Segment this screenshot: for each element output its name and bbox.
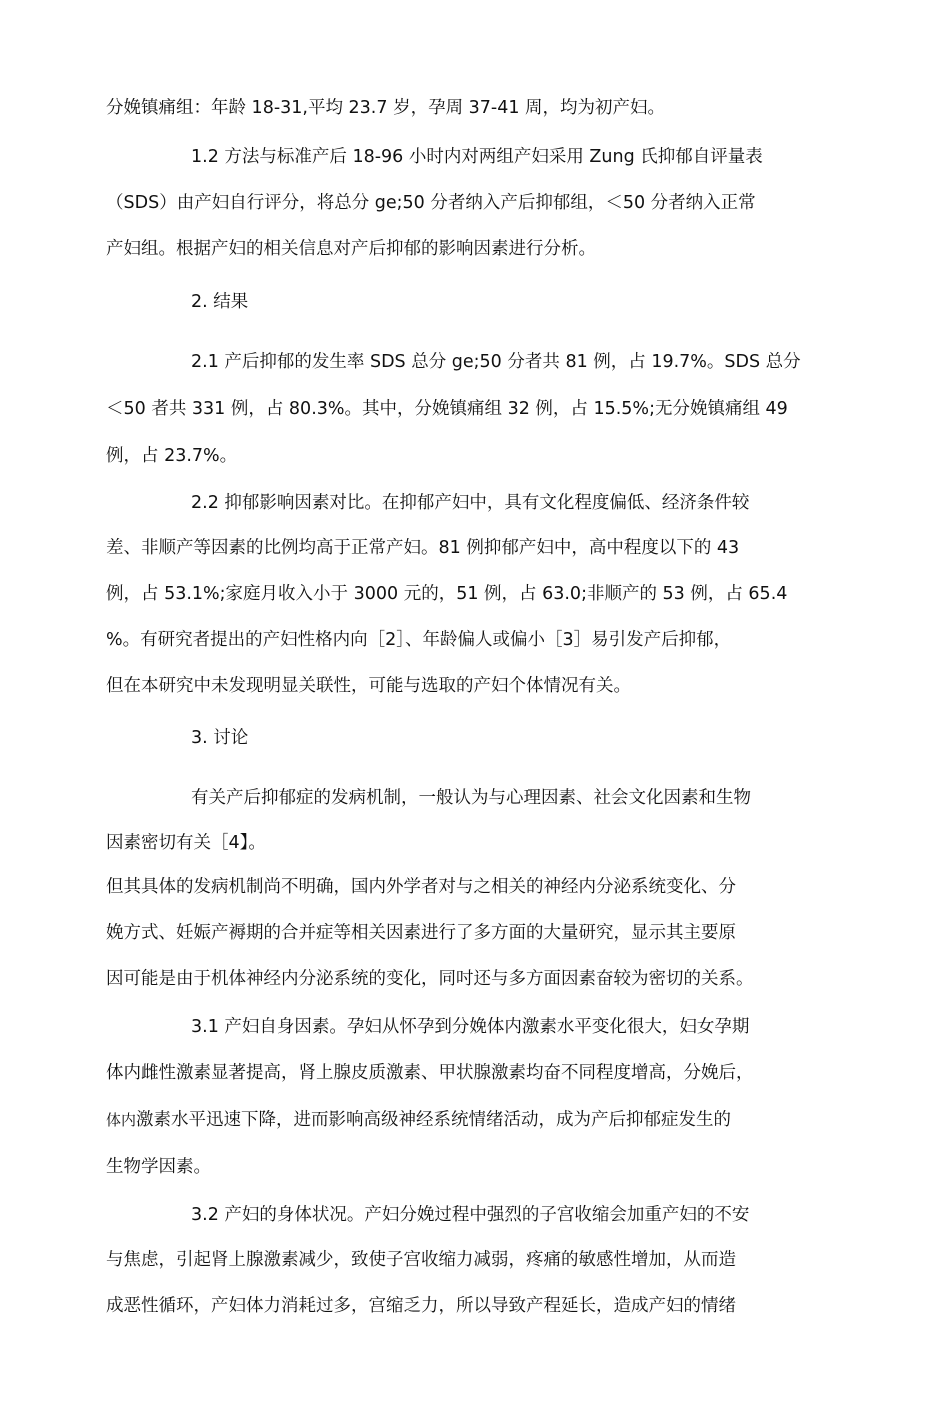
text-line: 差、非顺产等因素的比例均高于正常产妇。81 例抑郁产妇中，高中程度以下的 43	[106, 538, 740, 558]
text-line: 3.1 产妇自身因素。孕妇从怀孕到分娩体内激素水平变化很大，妇女孕期	[191, 1017, 750, 1037]
text-line: 体内雌性激素显著提高，肾上腺皮质激素、甲状腺激素均奋不同程度增高，分娩后，	[106, 1063, 754, 1083]
text-line: 例，占 23.7%。	[106, 446, 238, 466]
text-line: ＜50 者共 331 例，占 80.3%。其中，分娩镇痛组 32 例，占 15.5%;无分娩镇痛组 49	[106, 399, 788, 419]
text-line: 有关产后抑郁症的发病机制，一般认为与心理因素、社会文化因素和生物	[191, 788, 751, 808]
text-line: 但其具体的发病机制尚不明确，国内外学者对与之相关的神经内分泌系统变化、分	[106, 877, 736, 897]
text-line: %。有研究者提出的产妇性格内向［2］、年龄偏人或偏小［3］易引发产后抑郁，	[106, 630, 732, 650]
text-line: 因素密切有关［4】。	[106, 833, 266, 853]
text-line: （SDS）由产妇自行评分，将总分 ge;50 分者纳入产后抑郁组，＜50 分者纳入正常	[106, 193, 756, 213]
text-line: 但在本研究中未发现明显关联性，可能与选取的产妇个体情况有关。	[106, 676, 631, 696]
text-line: 3.2 产妇的身体状况。产妇分娩过程中强烈的子宫收缩会加重产妇的不安	[191, 1205, 750, 1225]
text-line: 生物学因素。	[106, 1157, 211, 1177]
text-line: 1.2 方法与标准产后 18-96 小时内对两组产妇采用 Zung 氏抑郁自评量表	[191, 147, 763, 167]
text-line-body: 激素水平迅速下降，进而影响高级神经系统情绪活动，成为产后抑郁症发生的	[136, 1110, 732, 1130]
text-line: 成恶性循环，产妇体力消耗过多，宫缩乏力，所以导致产程延长，造成产妇的情绪	[106, 1296, 736, 1316]
text-line: 产妇组。根据产妇的相关信息对产后抑郁的影响因素进行分析。	[106, 239, 596, 259]
text-line: 2.2 抑郁影响因素对比。在抑郁产妇中，具有文化程度偏低、经济条件较	[191, 493, 750, 513]
section-heading: 2. 结果	[191, 292, 249, 312]
text-line: 因可能是由于机体神经内分泌系统的变化，同吋还与多方面因素奋较为密切的关系。	[106, 969, 754, 989]
section-heading: 3. 讨论	[191, 728, 249, 748]
text-line: 2.1 产后抑郁的发生率 SDS 总分 ge;50 分者共 81 例，占 19.7%。SDS 总分	[191, 352, 801, 372]
text-line: 与焦虑，引起肾上腺激素减少，致使子宫收缩力减弱，疼痛的敏感性增加，从而造	[106, 1250, 736, 1270]
text-line-prefix: 体内	[106, 1111, 137, 1129]
text-line: 例，占 53.1%;家庭月收入小于 3000 元的，51 例，占 63.0;非顺产的 53 例，占 65.4	[106, 584, 788, 604]
text-line: 娩方式、妊娠产褥期的合并症等相关因素进行了多方面的大量研究，显示其主要原	[106, 923, 736, 943]
text-line	[106, 1108, 731, 1132]
text-line: 分娩镇痛组：年龄 18-31,平均 23.7 岁，孕周 37-41 周，均为初产妇。	[106, 98, 666, 118]
